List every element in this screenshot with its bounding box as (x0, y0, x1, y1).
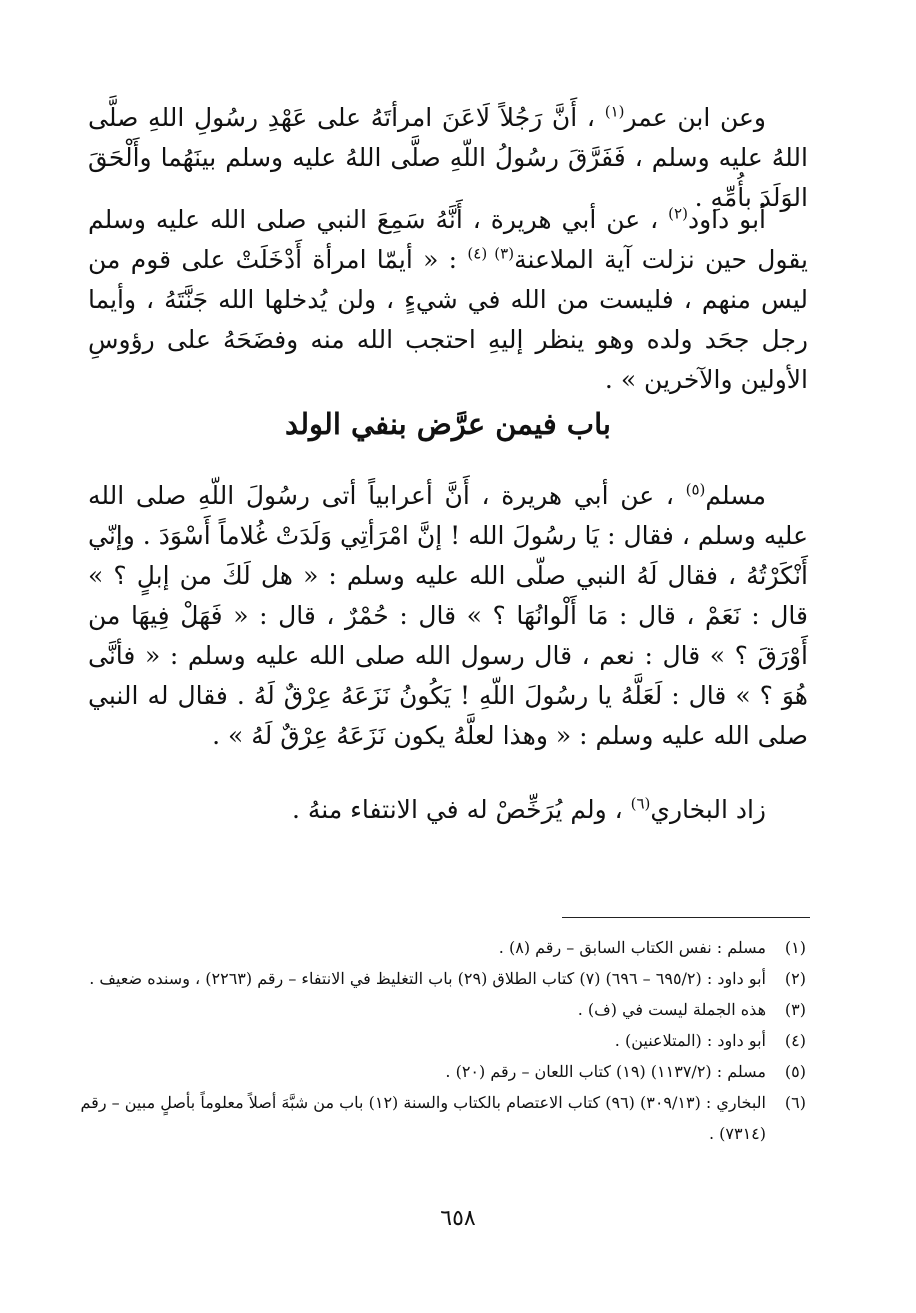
paragraph-text: مسلم (705, 481, 766, 510)
footnote-text: البخاري : (٣٠٩/١٣) (٩٦) كتاب الاعتصام بالكتاب والسنة (١٢) باب من شبَّهَ أصلاً معلوماً بأصلٍ مبين – رقم (٧٣١٤) . (80, 1093, 766, 1143)
chapter-heading: باب فيمن عرَّض بنفي الولد (284, 407, 611, 441)
footnote-number: (٥) (784, 1062, 806, 1081)
paragraph-bukhari (88, 790, 808, 830)
paragraph-text: زاد البخاري (650, 795, 766, 824)
footnote-text: مسلم : (١١٣٧/٢) (١٩) كتاب اللعان – رقم (٢٠) . (445, 1062, 766, 1081)
paragraph-text: ، عن أبي هريرة ، أَنَّ أعرابياً أتى رسُولَ اللّهِ صلى الله عليه وسلم ، فقال : يَا رسُولَ الله ! إنَّ امْرَأتِي وَلَدَتْ غُلاماً أَسْوَدَ . وإنّي أَنْكَرْتُهُ ، فقال لَهُ النبي صلّى الله عليه وسلم : « هل لَكَ من إبلٍ ؟ » قال : نَعَمْ ، قال : مَا أَلْوانُهَا ؟ » قال : حُمْرٌ ، قال : « فَهَلْ فِيهَا من أَوْرَقَ ؟ » قال : نعم ، قال رسول الله صلى الله عليه وسلم : « فأنَّى هُوَ ؟ » قال : لَعَلَّهُ يا رسُولَ اللّهِ ! يَكُونُ نَزَعَهُ عِرْقٌ لَهُ . فقال له النبي صلى الله عليه وسلم : « وهذا لعلَّهُ يكون نَزَعَهُ عِرْقٌ لَهُ » . (88, 481, 808, 750)
footnote-1 (70, 932, 806, 963)
footnote-4 (70, 1025, 806, 1056)
paragraph-text: ، عن أبي هريرة ، أَنَّهُ سَمِعَ النبي صلى الله عليه وسلم يقول حين نزلت آية الملاعنة (88, 205, 808, 274)
footnote-text: هذه الجملة ليست في (ف) . (577, 1000, 766, 1019)
footnote-ref-1: (١) (604, 102, 625, 121)
footnote-number: (٢) (784, 969, 806, 988)
footnotes (70, 932, 806, 1149)
paragraph-text: ، ولم يُرَخِّصْ له في الانتفاء منهُ . (291, 795, 631, 824)
paragraph-abu-dawud (88, 200, 808, 400)
footnote-ref-5: (٥) (685, 480, 706, 499)
footnote-ref-6: (٦) (630, 794, 651, 813)
paragraph-text: : « أيمّا امرأة أَدْخَلَتْ على قوم من ليس منهم ، فليست من الله في شيءٍ ، ولن يُدخلها الله جَنَّتَهُ ، وأيما رجل جحَد ولده وهو ينظر إليهِ احتجب الله منه وفضَحَهُ على رؤوسِ الأولين والآخرين » . (88, 245, 808, 394)
footnote-6 (70, 1087, 806, 1149)
footnote-text: أبو داود : (٦٩٥/٢ – ٦٩٦) (٧) كتاب الطلاق (٢٩) باب التغليظ في الانتفاء – رقم (٢٢٦٣) ، وسنده ضعيف . (89, 969, 766, 988)
footnote-text: مسلم : نفس الكتاب السابق – رقم (٨) . (498, 938, 766, 957)
footnote-2 (70, 963, 806, 994)
footnote-3 (70, 994, 806, 1025)
footnote-ref-3-4: (٣) (٤) (467, 244, 515, 263)
footnote-5 (70, 1056, 806, 1087)
paragraph-text: ، أَنَّ رَجُلاً لَاعَنَ امرأتَهُ على عَهْدِ رسُولِ اللهِ صلَّى اللهُ عليه وسلم ، فَفَرَّقَ رسُولُ اللّهِ صلَّى اللهُ عليه وسلم بينَهُما وأَلْحَقَ الوَلَدَ بأُمِّهِ . (88, 103, 808, 212)
footnote-number: (١) (784, 938, 806, 957)
paragraph-text: وعن ابن عمر (624, 103, 766, 132)
footnote-number: (٦) (784, 1093, 806, 1112)
footnote-number: (٣) (784, 1000, 806, 1019)
page-number: ٦٥٨ (440, 1206, 476, 1231)
footnote-number: (٤) (784, 1031, 806, 1050)
footnote-separator (562, 917, 810, 918)
footnote-ref-2: (٢) (668, 204, 688, 223)
footnote-text: أبو داود : (المتلاعنين) . (614, 1031, 766, 1050)
paragraph-text: أبو داود (687, 205, 766, 234)
paragraph-muslim (88, 476, 808, 756)
